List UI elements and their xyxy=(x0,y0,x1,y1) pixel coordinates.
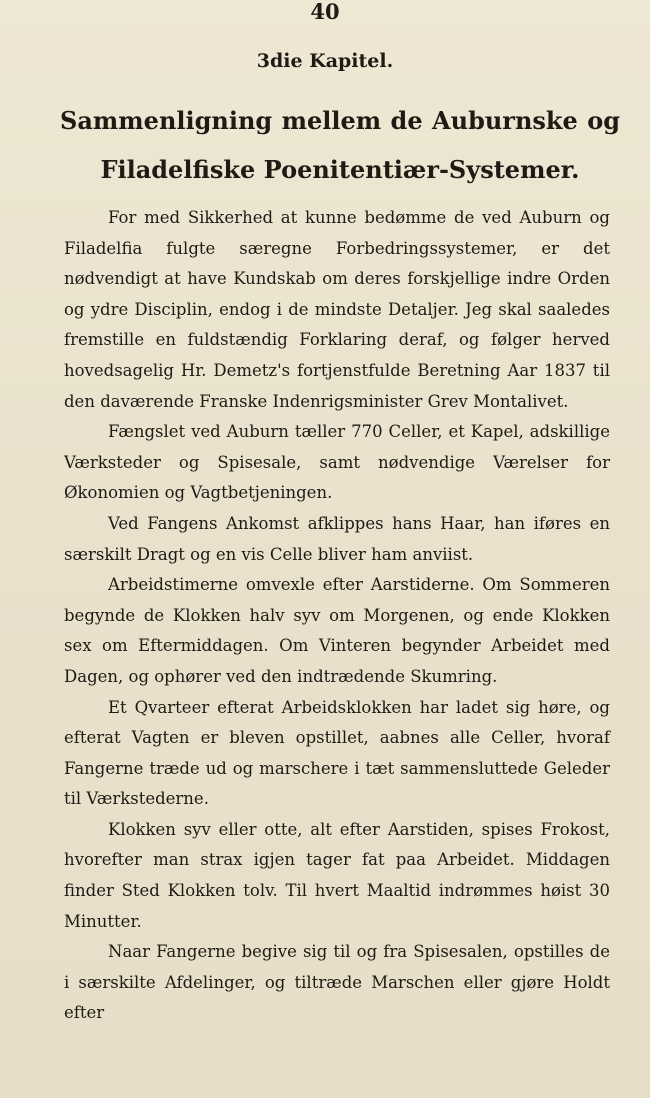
chapter-title: 3die Kapitel. xyxy=(256,50,394,72)
paragraph: Fængslet ved Auburn tæller 770 Celler, et Kapel, adskillige Værksteder og Spisesale, samt nødvendige Værelser for Økonomien og Vagtbetjeningen. xyxy=(64,422,610,503)
paragraph: Klokken syv eller otte, alt efter Aarstiden, spises Frokost, hvorefter man strax igjen tager fat paa Arbeidet. Middagen finder Sted Klokken tolv. Til hvert Maaltid indrømmes høist 30 Minutter. xyxy=(64,819,610,931)
paragraph: Ved Fangens Ankomst afklippes hans Haar, han iføres en særskilt Dragt og en vis Celle bliver ham anviist. xyxy=(64,513,610,564)
paragraph: Et Qvarteer efterat Arbeidsklokken har ladet sig høre, og efterat Vagten er bleven opstillet, aabnes alle Celler, hvoraf Fangerne træde ud og marschere i tæt sammensluttede Geleder til Værkstederne. xyxy=(64,697,610,809)
paragraph: For med Sikkerhed at kunne bedømme de ved Auburn og Filadelfia fulgte særegne Forbedringssystemer, er det nødvendigt at have Kundskab om deres forskjellige indre Orden og ydre Disciplin, endog i de mindste Detaljer. Jeg skal saaledes fremstille en fuldstændig Forklaring deraf, og følger herved hovedsagelig Hr. Demetz's fortjenstfulde Beretning Aar 1837 til den daværende Franske Indenrigsminister Grev Montalivet. xyxy=(64,208,610,411)
section-heading: Sammenligning mellem de Auburnske og Filadelfiske Poenitentiær-Systemer. xyxy=(60,106,620,184)
paragraph: Arbeidstimerne omvexle efter Aarstiderne. Om Sommeren begynde de Klokken halv syv om Morgenen, og ende Klokken sex om Eftermiddagen. Om Vinteren begynder Arbeidet med Dagen, og ophører ved den indtrædende Skumring. xyxy=(64,575,610,686)
paragraph: Naar Fangerne begive sig til og fra Spisesalen, opstilles de i særskilte Afdelinger, og tiltræde Marschen eller gjøre Holdt efter xyxy=(64,942,610,1023)
body-text xyxy=(64,203,610,1029)
page-number: 40 xyxy=(310,0,340,24)
